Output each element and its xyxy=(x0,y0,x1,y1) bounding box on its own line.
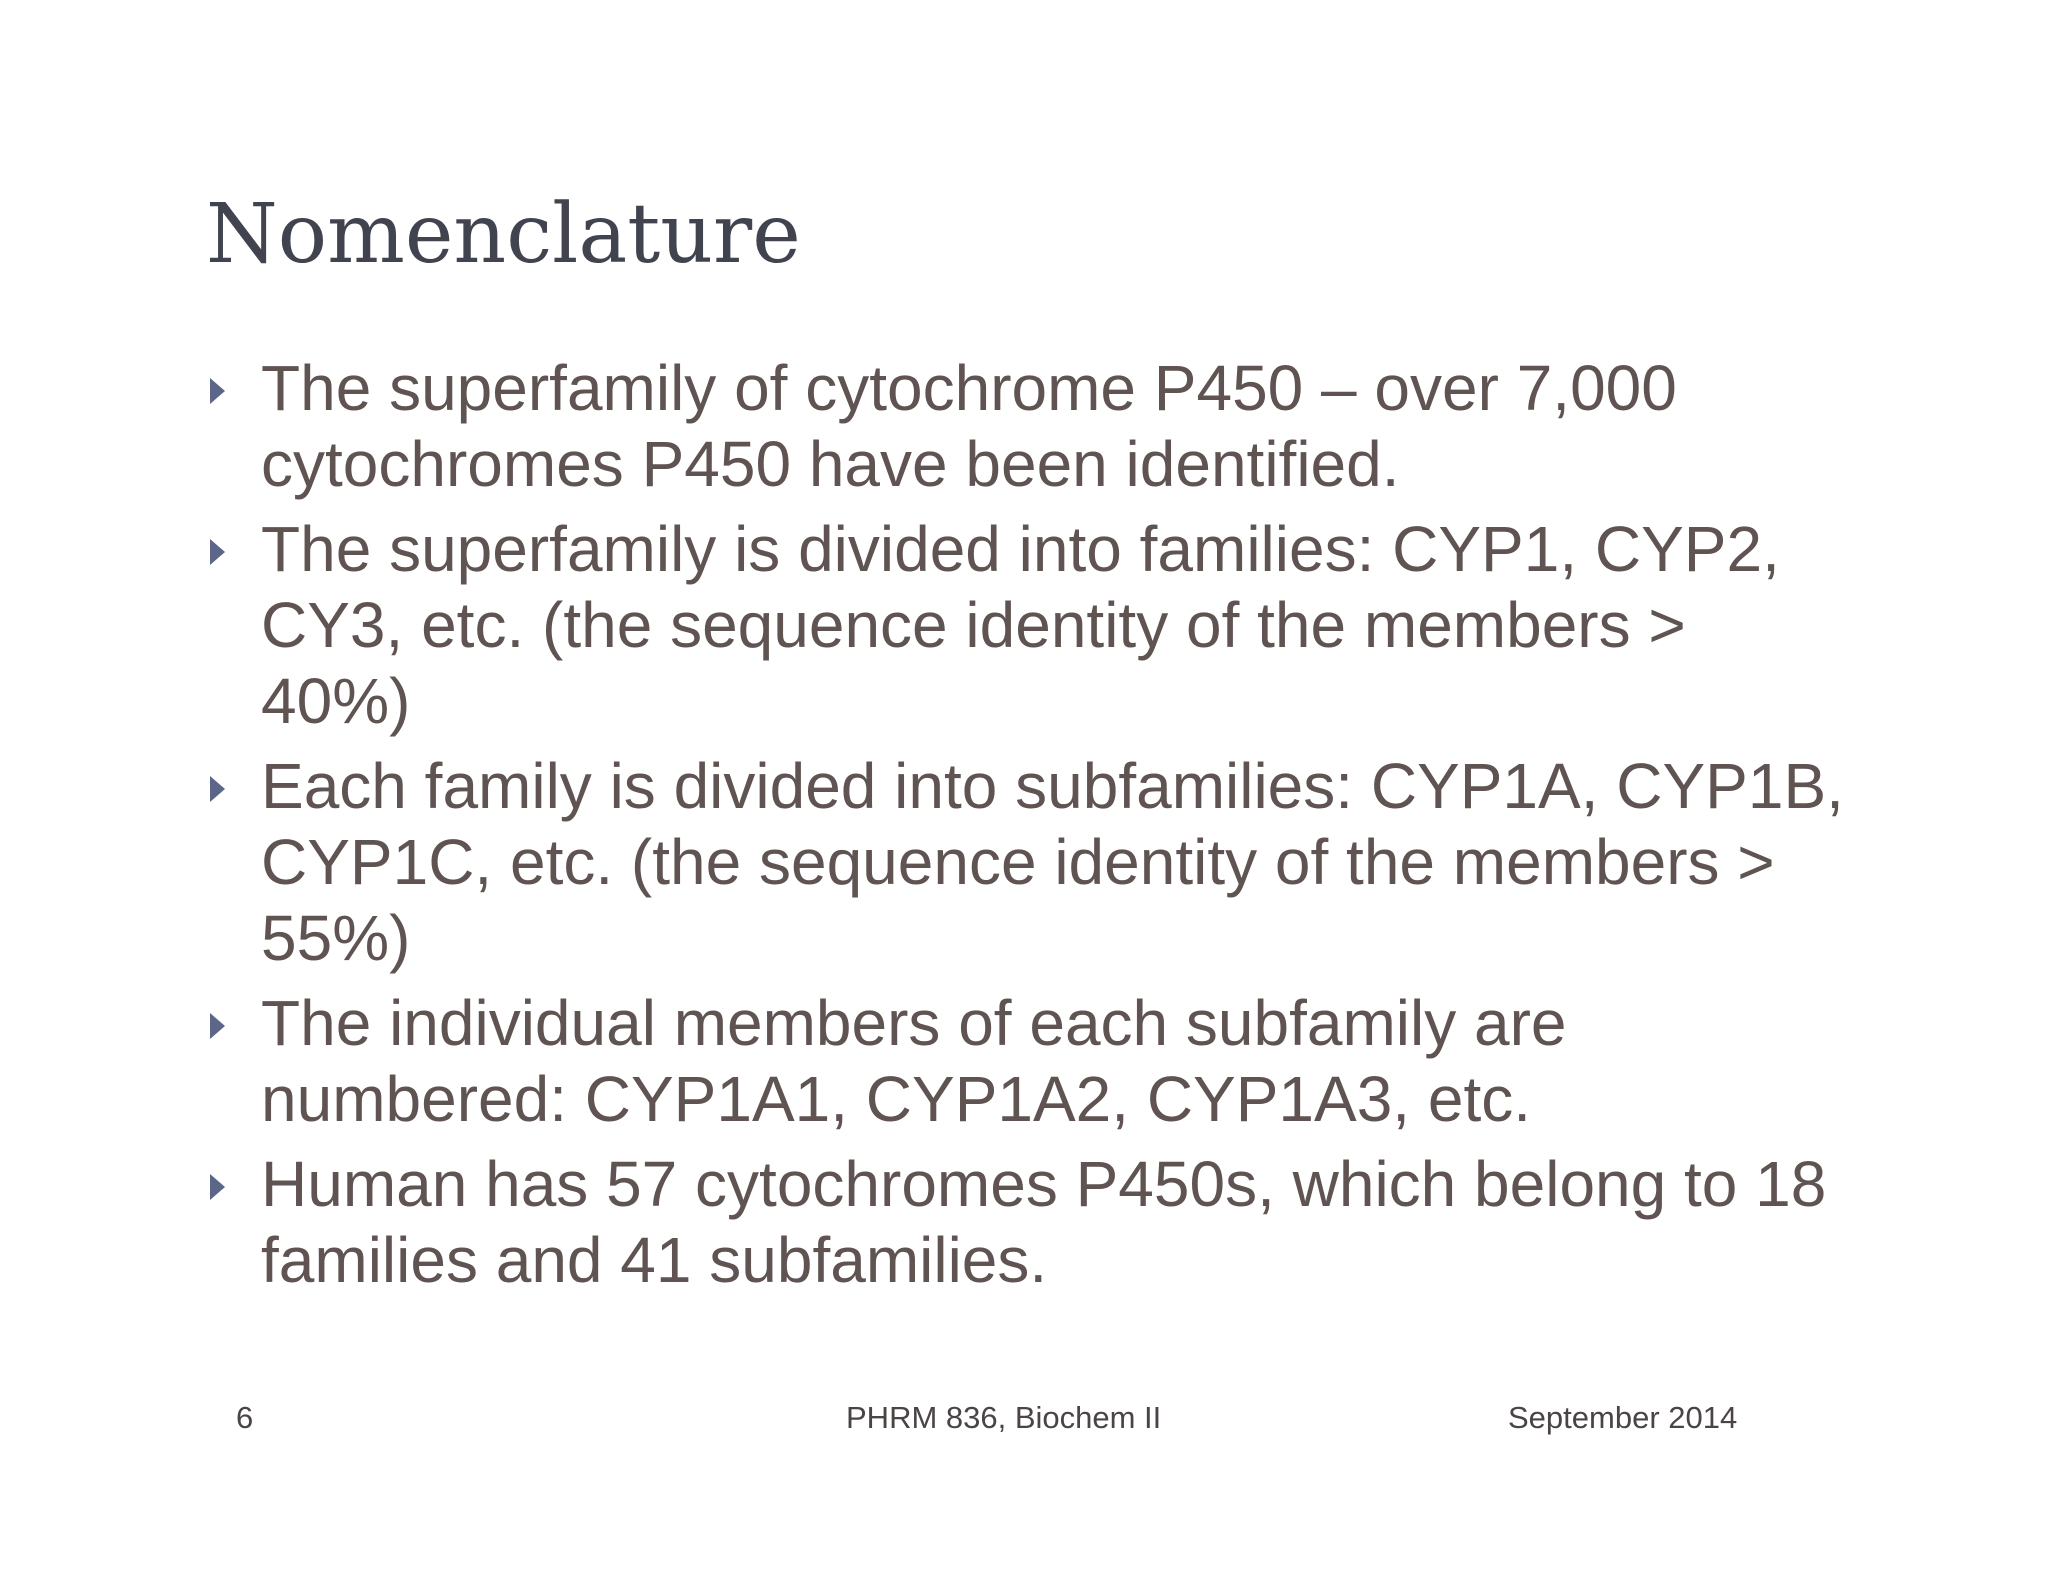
triangle-right-icon xyxy=(210,378,225,404)
bullet-item xyxy=(206,1146,1846,1298)
bullet-text: The individual members of each subfamily are numbered: CYP1A1, CYP1A2, CYP1A3, etc. xyxy=(261,987,1567,1135)
bullet-item xyxy=(206,350,1846,502)
footer-date: September 2014 xyxy=(1508,1400,1738,1435)
triangle-right-icon xyxy=(210,539,225,565)
bullet-text: The superfamily is divided into families: CYP1, CYP2, CY3, etc. (the sequence identity of the members > 40%) xyxy=(261,513,1780,737)
triangle-right-icon xyxy=(210,1174,225,1200)
bullet-item xyxy=(206,985,1846,1137)
bullet-text: Human has 57 cytochromes P450s, which belong to 18 families and 41 subfamilies. xyxy=(261,1148,1827,1296)
footer-course: PHRM 836, Biochem II xyxy=(846,1400,1162,1435)
slide-title: Nomenclature xyxy=(206,187,801,282)
bullet-item xyxy=(206,748,1846,976)
bullet-text: Each family is divided into subfamilies: CYP1A, CYP1B, CYP1C, etc. (the sequence identity of the members > 55%) xyxy=(261,750,1844,974)
bullet-list xyxy=(206,350,1846,1307)
triangle-right-icon xyxy=(210,776,225,802)
bullet-text: The superfamily of cytochrome P450 – over 7,000 cytochromes P450 have been identified. xyxy=(261,352,1677,500)
slide-number: 6 xyxy=(236,1400,254,1435)
bullet-item xyxy=(206,511,1846,739)
triangle-right-icon xyxy=(210,1013,225,1039)
